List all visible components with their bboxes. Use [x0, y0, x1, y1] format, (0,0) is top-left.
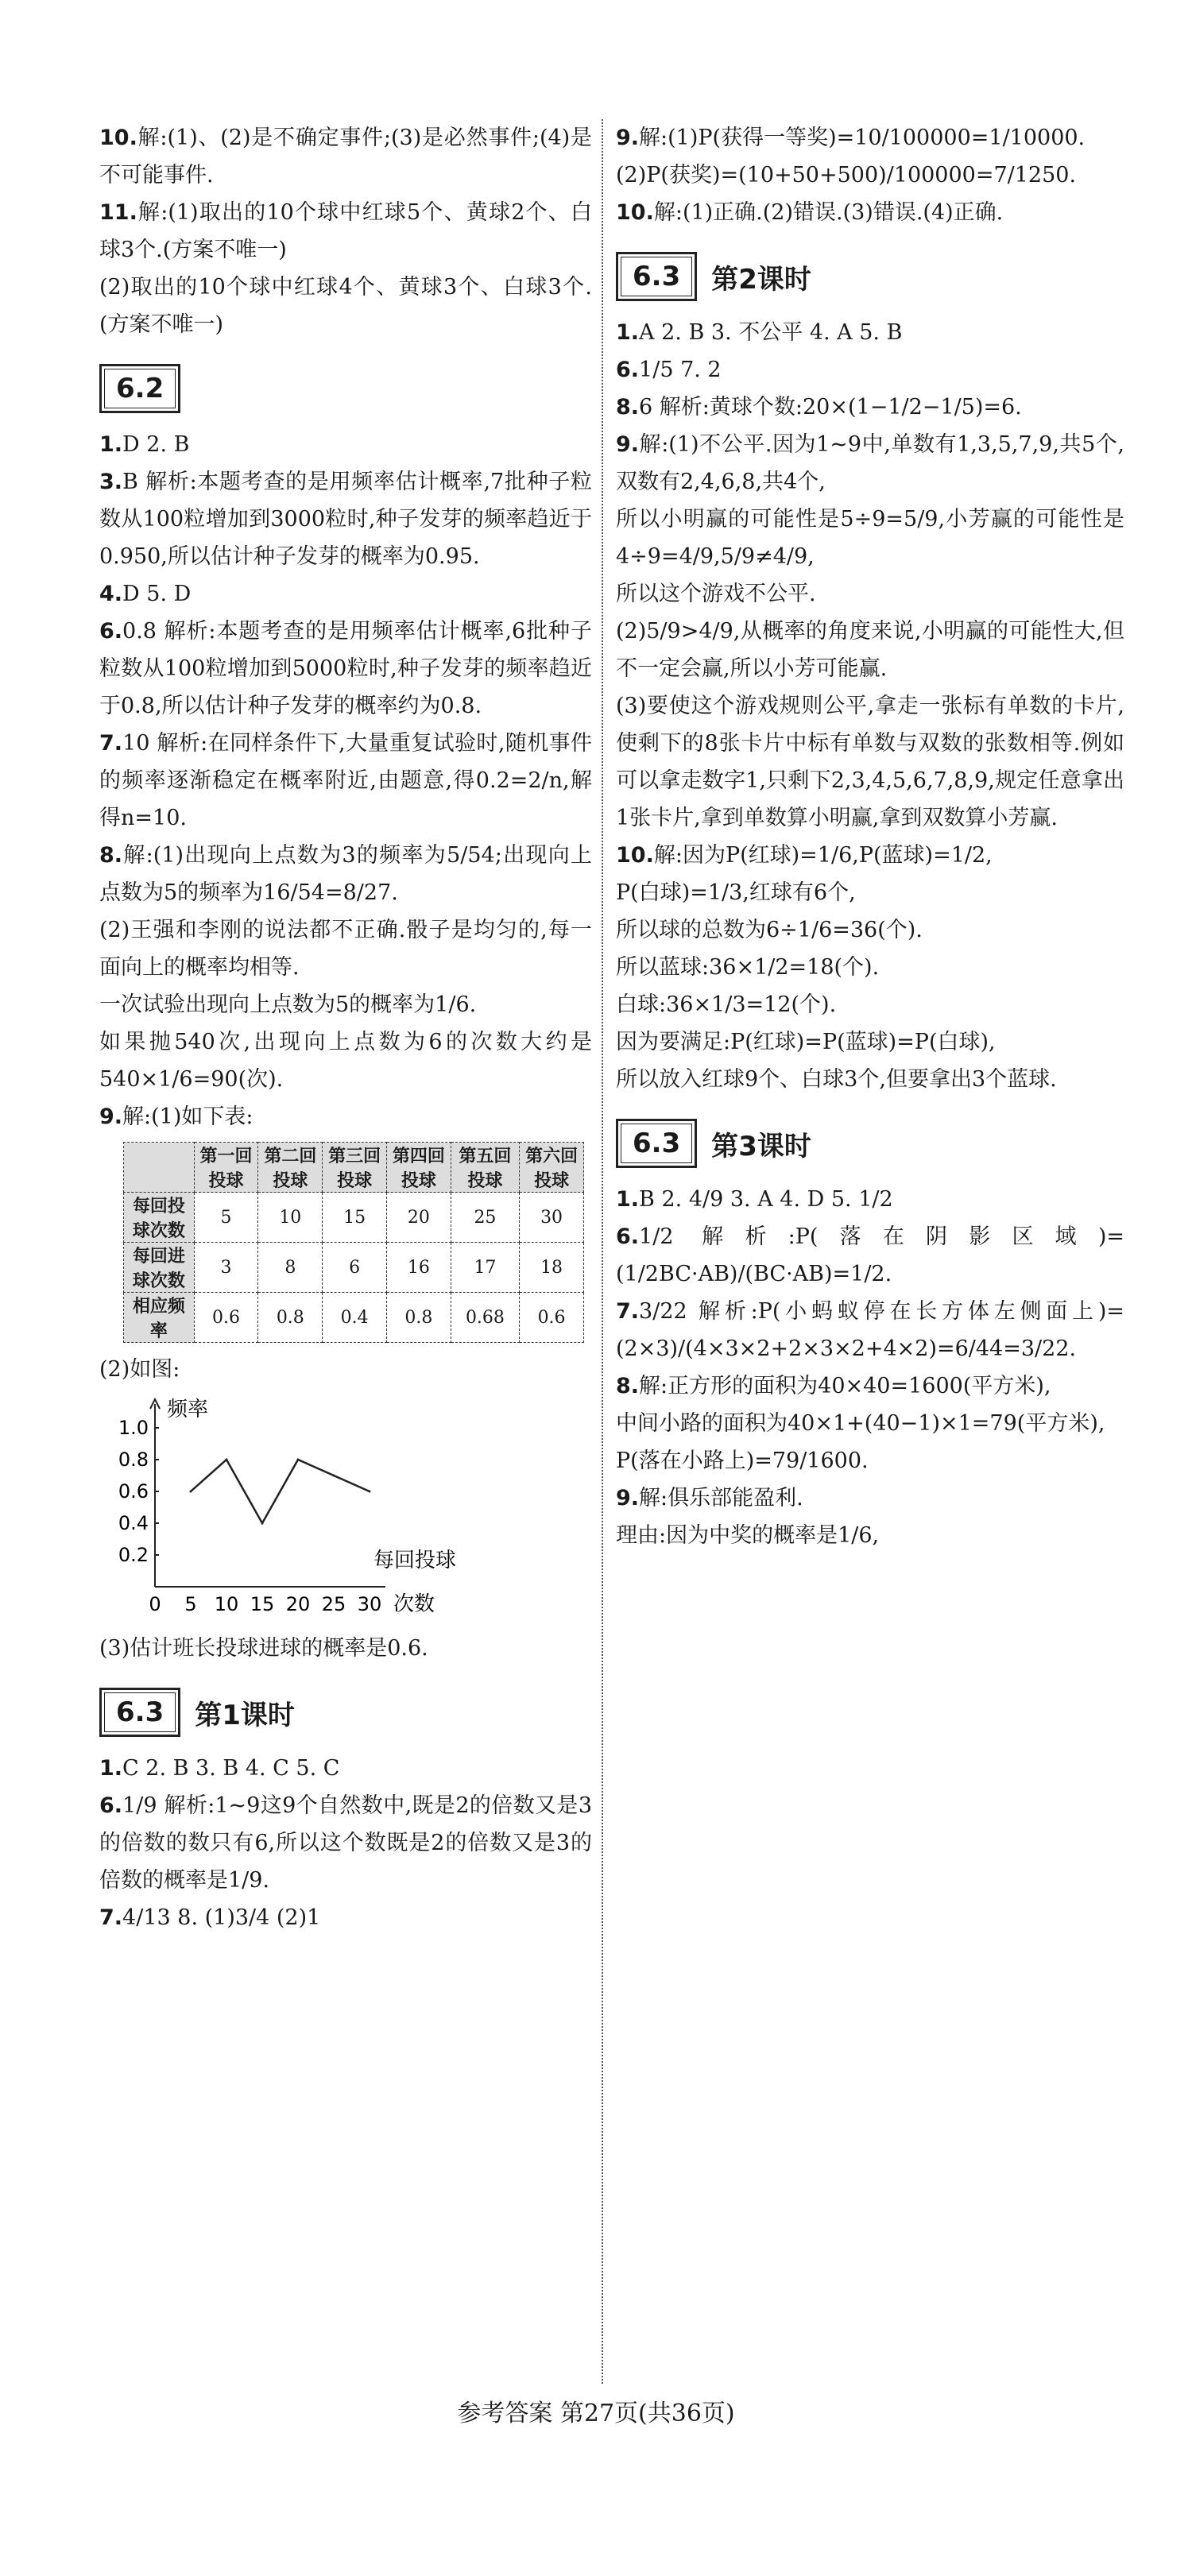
- item-number: 9.: [616, 126, 640, 150]
- answer-item: [616, 687, 1124, 837]
- item-text: (2)P(获奖)=(10+50+500)/100000=7/1250.: [616, 163, 1077, 188]
- answer-item: [99, 426, 592, 463]
- answer-item: [616, 874, 1124, 911]
- answer-item: [616, 1023, 1124, 1061]
- item-text: 所以小明赢的可能性是5÷9=5/9,小芳赢的可能性是4÷9=4/9,5/9≠4/9,: [616, 507, 1124, 569]
- x-axis-label: 每回投球: [373, 1549, 457, 1572]
- answer-item: [99, 911, 592, 986]
- table-cell: 0.6: [520, 1293, 584, 1343]
- table-row: [124, 1193, 584, 1243]
- item-text: 解:(1)取出的10个球中红球5个、黄球2个、白球3个.(方案不唯一): [99, 200, 592, 262]
- item-number: 8.: [616, 395, 640, 420]
- item-text: 所以蓝球:36×1/2=18(个).: [616, 955, 880, 980]
- answer-item: [99, 269, 592, 343]
- x-tick-label: 10: [214, 1593, 239, 1615]
- item-number: 8.: [99, 843, 123, 868]
- table-header-cell: [124, 1143, 195, 1193]
- y-tick-label: 0.2: [118, 1544, 149, 1566]
- section-6-3-lesson-3-header: [616, 1119, 1124, 1168]
- item-text: 解:(1)P(获得一等奖)=10/100000=1/10000.: [639, 126, 1086, 150]
- item-text: 0.8 解析:本题考查的是用频率估计概率,6批种子粒数从100粒增加到5000粒时,种子发芽的频率趋近于0.8,所以估计种子发芽的概率约为0.8.: [99, 619, 592, 718]
- answer-item: [99, 1899, 592, 1936]
- answer-item: [99, 986, 592, 1023]
- answer-item: [616, 1181, 1124, 1218]
- item-number: 9.: [616, 432, 640, 457]
- section-badge: 6.3: [621, 1124, 692, 1163]
- conclusion: (3)估计班长投球进球的概率是0.6.: [99, 1636, 428, 1661]
- table-cell: 25: [451, 1193, 519, 1243]
- table-header-cell: 第二回投球: [258, 1143, 323, 1193]
- item-number: 9.: [99, 1104, 123, 1129]
- answer-item: [616, 837, 1124, 874]
- answer-item: [616, 1442, 1124, 1479]
- section-6-3-lesson-2-header: [616, 252, 1124, 301]
- item-number: 10.: [616, 843, 654, 868]
- item-number: 6.: [99, 619, 123, 644]
- item-text: 白球:36×1/3=12(个).: [616, 992, 837, 1017]
- item-number: 1.: [616, 1187, 640, 1212]
- item-number: 1.: [99, 432, 123, 457]
- answer-item: [99, 463, 592, 575]
- x-axis-label: 次数: [393, 1592, 435, 1616]
- answer-item: [616, 314, 1124, 351]
- item-text: P(白球)=1/3,红球有6个,: [616, 880, 856, 905]
- answer-item: [616, 575, 1124, 613]
- lesson-title: 第3课时: [711, 1130, 811, 1162]
- answer-item: [99, 613, 592, 725]
- table-cell: 30: [520, 1193, 584, 1243]
- answer-item: [616, 986, 1124, 1023]
- item-text: 理由:因为中奖的概率是1/6,: [616, 1523, 880, 1548]
- table-cell: 0.68: [451, 1293, 519, 1343]
- answer-item: [99, 1750, 592, 1787]
- item-text: 解:(1)、(2)是不确定事件;(3)是必然事件;(4)是不可能事件.: [99, 126, 592, 188]
- x-tick-label: 15: [250, 1593, 275, 1615]
- item-text: 4/13 8. (1)3/4 (2)1: [122, 1905, 321, 1930]
- right-blocks-3: [616, 1181, 1124, 1554]
- answer-item: [99, 1787, 592, 1899]
- item-number: 7.: [99, 1905, 123, 1930]
- item-text: 因为要满足:P(红球)=P(蓝球)=P(白球),: [616, 1030, 996, 1054]
- table-cell: 8: [258, 1243, 323, 1293]
- x-tick-label: 0: [149, 1593, 161, 1615]
- table-cell: 3: [194, 1243, 258, 1293]
- item-text: 解:(1)正确.(2)错误.(3)错误.(4)正确.: [653, 200, 1004, 225]
- right-blocks-1: [616, 119, 1124, 231]
- x-tick-label: 25: [321, 1593, 346, 1615]
- y-tick-label: 0.4: [118, 1512, 149, 1534]
- table-cell: 15: [323, 1193, 387, 1243]
- item-text: (2)取出的10个球中红球4个、黄球3个、白球3个.(方案不唯一): [99, 275, 592, 337]
- item-text: B 2. 4/9 3. A 4. D 5. 1/2: [639, 1187, 893, 1212]
- answer-item: [616, 389, 1124, 426]
- table-cell: 0.6: [194, 1293, 258, 1343]
- answer-item: [99, 725, 592, 837]
- table-cell: 18: [520, 1243, 584, 1293]
- answer-item: [616, 351, 1124, 389]
- answer-item: [99, 119, 592, 194]
- y-axis-label: 频率: [167, 1398, 209, 1421]
- section-6-3-lesson-1-header: [99, 1688, 592, 1737]
- right-column: [616, 119, 1124, 1554]
- item-text: (2)王强和李刚的说法都不正确.骰子是均匀的,每一面向上的概率均相等.: [99, 918, 592, 980]
- answer-item: [616, 119, 1124, 157]
- item-text: 解:(1)出现向上点数为3的频率为5/54;出现向上点数为5的频率为16/54=8/27.: [99, 843, 592, 905]
- right-blocks-2: [616, 314, 1124, 1098]
- answer-item: [616, 1517, 1124, 1554]
- y-tick-label: 0.8: [118, 1449, 149, 1471]
- left-blocks-2: [99, 426, 592, 1135]
- item-text: 1/9 解析:1~9这9个自然数中,既是2的倍数又是3的倍数的数只有6,所以这个数既是2的倍数又是3的倍数的概率是1/9.: [99, 1793, 592, 1893]
- table-cell: 16: [386, 1243, 451, 1293]
- answer-item: [616, 501, 1124, 575]
- item-text: 1/2 解析:P(落在阴影区域)=(1/2BC·AB)/(BC·AB)=1/2.: [616, 1224, 1124, 1286]
- item-number: 10.: [616, 200, 654, 225]
- answer-item: [99, 1023, 592, 1098]
- table-row: [124, 1243, 584, 1293]
- item-number: 6.: [99, 1793, 123, 1818]
- y-tick-label: 1.0: [118, 1417, 149, 1439]
- graph-label: (2)如图:: [99, 1357, 180, 1382]
- table-cell: 5: [194, 1193, 258, 1243]
- left-blocks-3: [99, 1750, 592, 1936]
- answer-item: [616, 157, 1124, 194]
- left-column: [99, 119, 592, 1936]
- item-text: 解:因为P(红球)=1/6,P(蓝球)=1/2,: [653, 843, 993, 868]
- section-badge: 6.2: [104, 369, 176, 408]
- item-number: 7.: [99, 731, 123, 756]
- table-cell: 0.8: [386, 1293, 451, 1343]
- x-tick-label: 5: [184, 1593, 197, 1615]
- table-header-cell: 第四回投球: [386, 1143, 451, 1193]
- item-text: 中间小路的面积为40×1+(40−1)×1=79(平方米),: [616, 1411, 1105, 1436]
- item-number: 4.: [99, 582, 123, 606]
- item-number: 11.: [99, 200, 137, 225]
- item-text: (2)5/9>4/9,从概率的角度来说,小明赢的可能性大,但不一定会赢,所以小芳可能赢.: [616, 619, 1124, 681]
- frequency-line-chart: [99, 1388, 544, 1626]
- lesson-title: 第2课时: [711, 263, 811, 296]
- item-number: 1.: [99, 1756, 123, 1781]
- answer-item: [616, 1405, 1124, 1442]
- item-text: 解:(1)不公平.因为1~9中,单数有1,3,5,7,9,共5个,双数有2,4,6,8,共4个,: [616, 432, 1124, 494]
- table-header-cell: 第六回投球: [520, 1143, 584, 1193]
- x-tick-label: 20: [285, 1593, 311, 1615]
- table-cell: 0.8: [258, 1293, 323, 1343]
- item-text: 所以这个游戏不公平.: [616, 582, 816, 606]
- page-footer: 参考答案 第27页(共36页): [457, 2400, 735, 2427]
- answer-item: [99, 837, 592, 911]
- answer-item: [616, 1479, 1124, 1517]
- item-text: 如果抛540次,出现向上点数为6的次数大约是540×1/6=90(次).: [99, 1030, 592, 1092]
- item-text: D 5. D: [122, 582, 192, 606]
- x-tick-label: 30: [357, 1593, 382, 1615]
- item-text: 1/5 7. 2: [639, 358, 722, 382]
- answer-item: [616, 949, 1124, 986]
- item-text: 解:俱乐部能盈利.: [639, 1486, 803, 1510]
- table-header-cell: 第三回投球: [323, 1143, 387, 1193]
- table-header-row: [124, 1143, 584, 1193]
- left-blocks-1: [99, 119, 592, 343]
- answer-item: [616, 613, 1124, 687]
- item-text: C 2. B 3. B 4. C 5. C: [122, 1756, 340, 1781]
- data-point: [226, 1459, 228, 1461]
- data-point: [261, 1522, 264, 1525]
- item-number: 1.: [616, 320, 640, 345]
- answer-item: [616, 1218, 1124, 1293]
- lesson-title: 第1课时: [195, 1699, 295, 1731]
- item-text: A 2. B 3. 不公平 4. A 5. B: [639, 320, 903, 345]
- answer-item: [616, 911, 1124, 949]
- table-row: [124, 1293, 584, 1343]
- item-text: 解:(1)如下表:: [122, 1104, 253, 1129]
- item-text: 解:正方形的面积为40×40=1600(平方米),: [639, 1374, 1051, 1398]
- answer-item: [99, 1098, 592, 1135]
- item-text: 所以球的总数为6÷1/6=36(个).: [616, 918, 923, 942]
- item-text: B 解析:本题考查的是用频率估计概率,7批种子粒数从100粒增加到3000粒时,种子发芽的频率趋近于0.950,所以估计种子发芽的概率为0.95.: [99, 470, 592, 569]
- item-number: 6.: [616, 1224, 640, 1249]
- table-header-cell: 第一回投球: [194, 1143, 258, 1193]
- series-line: [191, 1460, 370, 1523]
- item-text: 所以放入红球9个、白球3个,但要拿出3个蓝球.: [616, 1067, 1057, 1092]
- item-text: (3)要使这个游戏规则公平,拿走一张标有单数的卡片,使剩下的8张卡片中标有单数与双数的张数相等.例如可以拿走数字1,只剩下2,3,4,5,6,7,8,9,规定任意拿出1张卡片,拿到单数算小明赢,拿到双数算小芳赢.: [616, 694, 1124, 830]
- frequency-table: [123, 1142, 584, 1343]
- data-point: [369, 1491, 371, 1493]
- table-header-cell: 第五回投球: [451, 1143, 519, 1193]
- section-6-2-header: [99, 364, 592, 413]
- item-number: 6.: [616, 358, 640, 382]
- answer-item: [99, 194, 592, 269]
- answer-item: [616, 1061, 1124, 1098]
- table-cell: 20: [386, 1193, 451, 1243]
- table-cell: 每回投球次数: [124, 1193, 195, 1243]
- item-text: D 2. B: [122, 432, 190, 457]
- data-point: [333, 1475, 335, 1477]
- item-text: 6 解析:黄球个数:20×(1−1/2−1/5)=6.: [639, 395, 1022, 420]
- answer-item: [616, 1293, 1124, 1367]
- item-text: 一次试验出现向上点数为5的概率为1/6.: [99, 992, 477, 1017]
- table-cell: 6: [323, 1243, 387, 1293]
- table-cell: 10: [258, 1193, 323, 1243]
- item-number: 7.: [616, 1299, 640, 1324]
- item-number: 8.: [616, 1374, 640, 1398]
- item-number: 10.: [99, 126, 137, 150]
- table-cell: 17: [451, 1243, 519, 1293]
- answer-item: [616, 1367, 1124, 1405]
- column-divider: [602, 119, 603, 2384]
- section-badge: 6.3: [621, 257, 692, 296]
- data-point: [297, 1459, 300, 1461]
- section-badge: 6.3: [104, 1692, 176, 1732]
- data-point: [190, 1491, 192, 1493]
- answer-item: [616, 426, 1124, 501]
- y-tick-label: 0.6: [118, 1480, 149, 1503]
- answer-item: [99, 575, 592, 613]
- item-number: 9.: [616, 1486, 640, 1510]
- item-number: 3.: [99, 470, 123, 494]
- item-text: 3/22 解析:P(小蚂蚁停在长方体左侧面上)=(2×3)/(4×3×2+2×3×2+4×2)=6/44=3/22.: [616, 1299, 1124, 1361]
- table-cell: 0.4: [323, 1293, 387, 1343]
- item-text: 10 解析:在同样条件下,大量重复试验时,随机事件的频率逐渐稳定在概率附近,由题意,得0.2=2/n,解得n=10.: [99, 731, 592, 830]
- table-cell: 相应频率: [124, 1293, 195, 1343]
- item-text: P(落在小路上)=79/1600.: [616, 1449, 869, 1473]
- answer-item: [616, 194, 1124, 231]
- table-cell: 每回进球次数: [124, 1243, 195, 1293]
